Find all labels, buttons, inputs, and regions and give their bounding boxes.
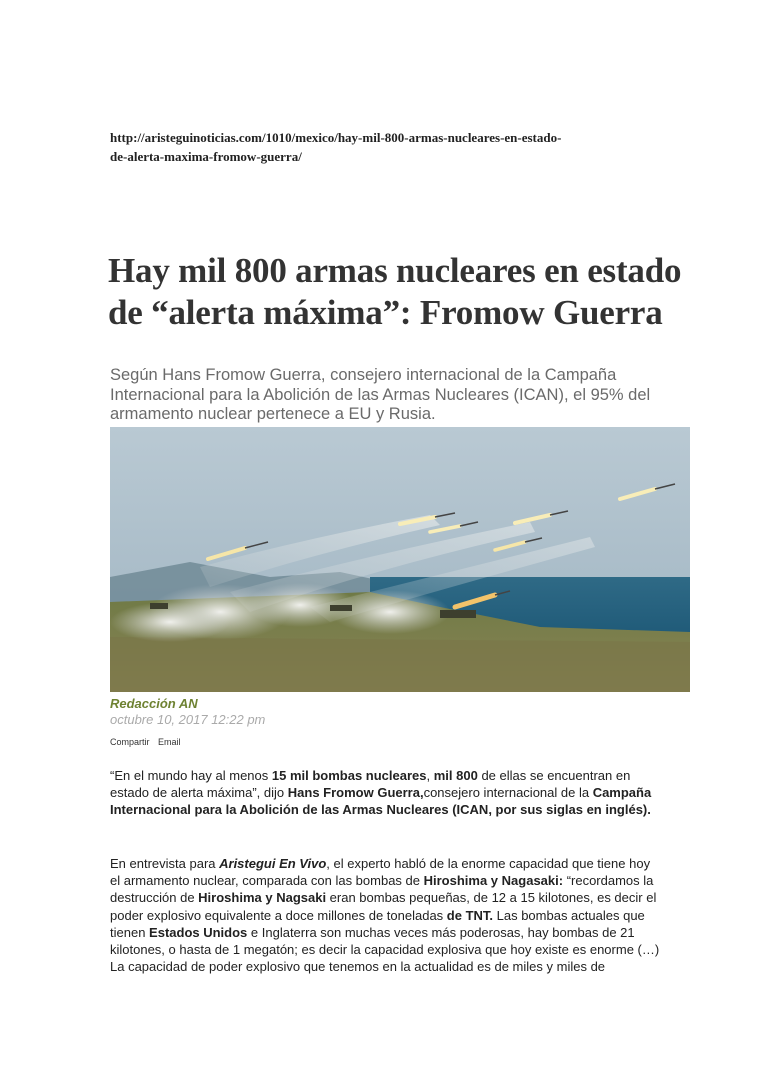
paragraph-text: eran bombas pequeñas, de 12 a 15 kilotones, es decir el poder explosivo equivalente a doce millones de toneladas	[110, 890, 657, 923]
paragraph-text: , el experto habló de la enorme capacidad que tiene hoy el armamento nuclear, comparada con las bombas de	[110, 856, 651, 889]
share-bar	[110, 737, 187, 747]
publish-date: octubre 10, 2017 12:22 pm	[110, 712, 266, 727]
source-url[interactable]	[110, 128, 670, 166]
paragraph-text: ,	[426, 768, 434, 783]
paragraph-text: de ellas se encuentran en estado de alerta máxima”, dijo	[110, 768, 631, 801]
share-button[interactable]: Compartir	[110, 737, 150, 747]
bold-text: Hans Fromow Guerra,	[287, 785, 424, 801]
bold-text: Estados Unidos	[149, 924, 248, 940]
bold-text: Hiroshima y Nagsaki	[198, 890, 327, 906]
email-button[interactable]: Email	[158, 737, 181, 747]
article-subtitle: Según Hans Fromow Guerra, consejero internacional de la Campaña Internacional para la Abolición de las Armas Nucleares (ICAN), el 95% del armamento nuclear pertenece a EU y Rusia.	[110, 366, 651, 423]
paragraph-text: e Inglaterra son muchas veces más poderosas, hay bombas de 21 kilotones, o hasta de 1 megatón; es decir la capacidad explosiva que hoy existe es enorme (…) La capacidad de poder explosivo que tenemos en la actualidad es de miles y miles de	[110, 924, 660, 975]
byline	[110, 696, 265, 728]
author-name[interactable]: Redacción AN	[110, 696, 198, 711]
source-url-line-1: http://aristeguinoticias.com/1010/mexico/hay-mil-800-armas-nucleares-en-estado-	[110, 130, 562, 145]
source-url-line-2: de-alerta-maxima-fromow-guerra/	[110, 149, 302, 164]
article-headline: Hay mil 800 armas nucleares en estado de “alerta máxima”: Fromow Guerra	[108, 251, 682, 332]
paragraph-text: “recordamos la destrucción de	[110, 873, 654, 906]
article-paragraph-1	[110, 767, 662, 819]
bold-text	[219, 856, 326, 871]
paragraph-text: En entrevista para	[110, 856, 220, 871]
bold-text: de TNT.	[446, 907, 494, 923]
paragraph-text: consejero internacional de la	[423, 785, 593, 801]
paragraph-text: Las bombas actuales que tienen	[110, 907, 645, 940]
bold-text: mil 800	[433, 768, 478, 783]
bold-text: Hiroshima y Nagasaki:	[423, 873, 564, 889]
article-paragraph-2	[110, 855, 662, 975]
paragraph-text: “En el mundo hay al menos	[110, 768, 272, 783]
bold-text: 15 mil bombas nucleares	[271, 768, 427, 783]
bold-text: Campaña Internacional para la Abolición de las Armas Nucleares (ICAN, por sus siglas en inglés).	[110, 785, 652, 818]
emphasis-text: Aristegui En Vivo	[219, 856, 327, 871]
rocket-launch-photo	[110, 427, 690, 692]
